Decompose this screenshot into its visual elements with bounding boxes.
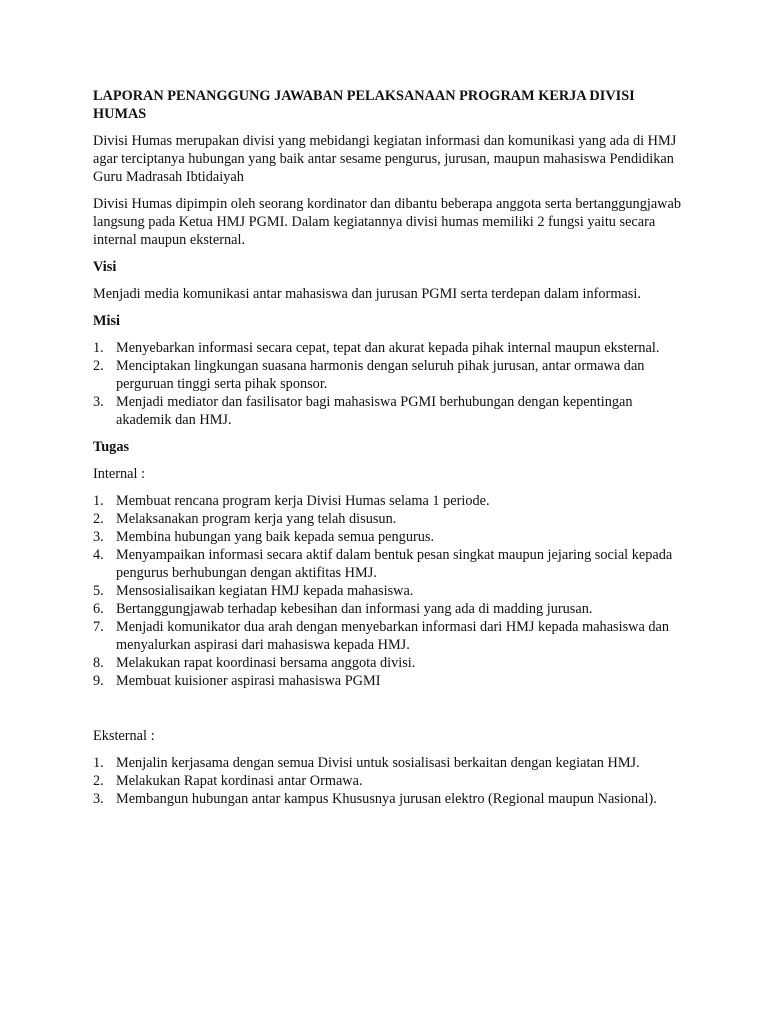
visi-heading: Visi xyxy=(93,259,117,275)
list-item xyxy=(93,654,688,672)
list-item xyxy=(93,754,688,772)
list-item-text: Menyampaikan informasi secara aktif dalam bentuk pesan singkat maupun jejaring social kepada pengurus berhubungan dengan aktifitas HMJ. xyxy=(116,547,673,581)
list-item-text: Membangun hubungan antar kampus Khususnya jurusan elektro (Regional maupun Nasional). xyxy=(116,791,657,807)
list-item xyxy=(93,672,688,690)
list-number: 3. xyxy=(93,529,104,545)
spacer xyxy=(93,699,688,727)
list-number: 6. xyxy=(93,601,104,617)
list-item xyxy=(93,600,688,618)
list-item-text: Melakukan rapat koordinasi bersama anggota divisi. xyxy=(116,655,416,671)
list-number: 7. xyxy=(93,619,104,635)
list-item-text: Menyebarkan informasi secara cepat, tepat dan akurat kepada pihak internal maupun eksternal. xyxy=(116,340,660,356)
eksternal-label: Eksternal : xyxy=(93,728,155,744)
list-item-text: Membina hubungan yang baik kepada semua pengurus. xyxy=(116,529,435,545)
list-item xyxy=(93,790,688,808)
list-number: 8. xyxy=(93,655,104,671)
list-number: 1. xyxy=(93,755,104,771)
list-number: 9. xyxy=(93,673,104,689)
list-item xyxy=(93,393,688,429)
list-item-text: Mensosialisaikan kegiatan HMJ kepada mahasiswa. xyxy=(116,583,414,599)
intro-paragraph-2: Divisi Humas dipimpin oleh seorang kordinator dan dibantu beberapa anggota serta bertanggungjawab langsung pada Ketua HMJ PGMI. Dalam kegiatannya divisi humas memiliki 2 fungsi yaitu secara internal maupun eksternal. xyxy=(93,196,681,248)
list-item-text: Membuat kuisioner aspirasi mahasiswa PGMI xyxy=(116,673,381,689)
tugas-heading: Tugas xyxy=(93,439,130,455)
list-number: 1. xyxy=(93,340,104,356)
list-number: 2. xyxy=(93,358,104,374)
list-item-text: Bertanggungjawab terhadap kebesihan dan informasi yang ada di madding jurusan. xyxy=(116,601,593,617)
internal-list xyxy=(93,492,688,690)
list-item xyxy=(93,339,688,357)
list-item-text: Melaksanakan program kerja yang telah disusun. xyxy=(116,511,397,527)
list-item xyxy=(93,357,688,393)
list-item-text: Membuat rencana program kerja Divisi Humas selama 1 periode. xyxy=(116,493,490,509)
document-title: LAPORAN PENANGGUNG JAWABAN PELAKSANAAN PROGRAM KERJA DIVISI HUMAS xyxy=(93,88,635,122)
intro-paragraph-1: Divisi Humas merupakan divisi yang mebidangi kegiatan informasi dan komunikasi yang ada di HMJ agar terciptanya hubungan yang baik antar sesame pengurus, jurusan, maupun mahasiswa Pendidikan Guru Madrasah Ibtidaiyah xyxy=(93,133,677,185)
internal-label: Internal : xyxy=(93,466,146,482)
list-item-text: Menjalin kerjasama dengan semua Divisi untuk sosialisasi berkaitan dengan kegiatan HMJ. xyxy=(116,755,640,771)
list-item-text: Menciptakan lingkungan suasana harmonis dengan seluruh pihak jurusan, antar ormawa dan perguruan tinggi serta pihak sponsor. xyxy=(116,358,645,392)
list-number: 3. xyxy=(93,791,104,807)
list-item xyxy=(93,528,688,546)
list-number: 4. xyxy=(93,547,104,563)
list-item xyxy=(93,618,688,654)
list-item xyxy=(93,510,688,528)
list-number: 2. xyxy=(93,773,104,789)
list-number: 5. xyxy=(93,583,104,599)
list-item xyxy=(93,546,688,582)
list-item xyxy=(93,582,688,600)
list-number: 3. xyxy=(93,394,104,410)
misi-list xyxy=(93,339,688,429)
visi-text: Menjadi media komunikasi antar mahasiswa dan jurusan PGMI serta terdepan dalam informasi. xyxy=(93,286,641,302)
eksternal-list xyxy=(93,754,688,808)
list-item-text: Menjadi mediator dan fasilisator bagi mahasiswa PGMI berhubungan dengan kepentingan akademik dan HMJ. xyxy=(116,394,633,428)
list-item-text: Melakukan Rapat kordinasi antar Ormawa. xyxy=(116,773,363,789)
misi-heading: Misi xyxy=(93,313,121,329)
list-number: 1. xyxy=(93,493,104,509)
list-item-text: Menjadi komunikator dua arah dengan menyebarkan informasi dari HMJ kepada mahasiswa dan menyalurkan aspirasi dari mahasiswa kepada HMJ. xyxy=(116,619,670,653)
list-number: 2. xyxy=(93,511,104,527)
list-item xyxy=(93,492,688,510)
list-item xyxy=(93,772,688,790)
